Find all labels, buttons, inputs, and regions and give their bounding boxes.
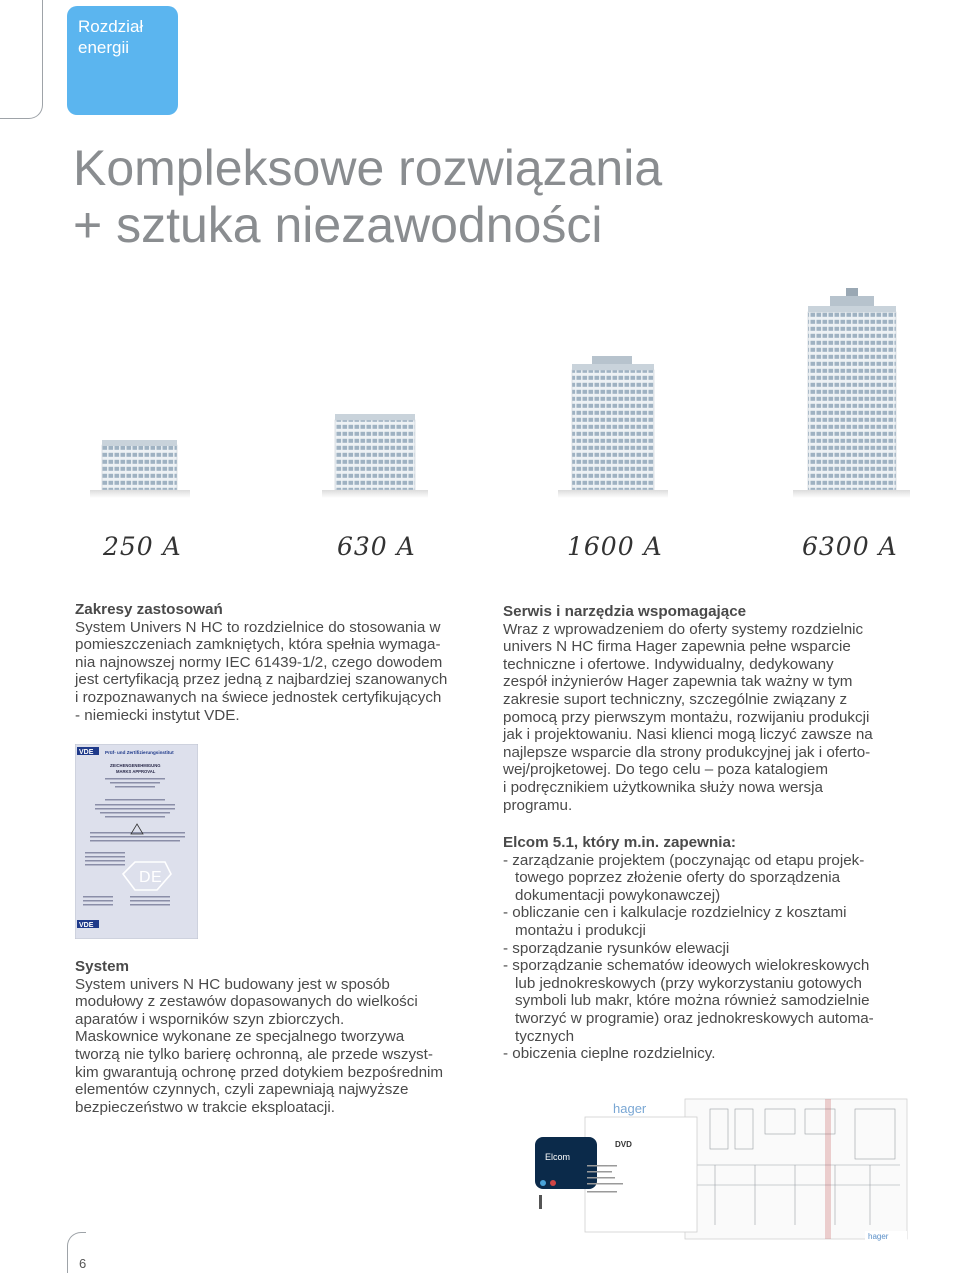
list-item: - zarządzanie projektem (poczynając od etapu projek- towego poprzez złożenie oferty do sporządzenia dokumentacji powykonawczej) bbox=[503, 851, 865, 904]
svg-text:E: E bbox=[151, 869, 162, 886]
building-tall bbox=[558, 356, 668, 498]
service-tools-heading: Serwis i narzędzia wspomagające bbox=[503, 603, 747, 620]
amperage-label-3: 1600 A bbox=[567, 532, 663, 561]
service-tools-section bbox=[503, 603, 913, 814]
text-line: univers N HC firma Hager zapewnia pełne wsparcie bbox=[503, 638, 851, 656]
building-medium bbox=[322, 414, 428, 498]
text-line: Wraz z wprowadzeniem do oferty systemy rozdzielnic bbox=[503, 620, 864, 638]
section-tab-line1: Rozdział bbox=[78, 17, 144, 36]
page-number: 6 bbox=[79, 1256, 87, 1271]
text-line: elementów czynnych, czyli zapewniają najwyższe bbox=[75, 1081, 409, 1099]
text-line: i podręcznikiem użytkownika służy nowa wersja bbox=[503, 778, 823, 796]
cert-heading-2: MARKS APPROVAL bbox=[116, 769, 156, 774]
system-heading: System bbox=[75, 958, 130, 975]
text-line: i rozpoznawanych na świece jednostek certyfikujących bbox=[75, 688, 442, 706]
elcom-box-label: Elcom bbox=[545, 1152, 571, 1162]
page-title bbox=[73, 140, 873, 254]
text-line: pomocą przy pierwszym montażu, rozwijaniu produkcji bbox=[503, 708, 870, 726]
text-line: najlepsze wsparcie dla strony produkcyjnej jak i oferto- bbox=[503, 743, 871, 761]
application-range-text bbox=[75, 619, 480, 725]
cert-header: Prüf- und Zertifizierungsinstitut bbox=[105, 750, 174, 755]
vde-certificate-image bbox=[75, 744, 198, 939]
list-item: - sporządzanie rysunków elewacji bbox=[503, 939, 730, 957]
text-line: techniczne i ofertowe. Indywidualny, dedykowany bbox=[503, 655, 834, 673]
text-line: programu. bbox=[503, 796, 573, 814]
text-line: pomieszczeniach zamkniętych, która spełnia wymaga- bbox=[75, 636, 441, 654]
text-line: System univers N HC budowany jest w sposób bbox=[75, 975, 390, 993]
text-line: kim gwarantują ochronę przed dotykiem bezpośrednim bbox=[75, 1063, 444, 1081]
text-line: System Univers N HC to rozdzielnice do stosowania w bbox=[75, 618, 441, 636]
text-line: jest certyfikacją przez jedną z najbardziej szanowanych bbox=[75, 671, 448, 689]
service-tools-text bbox=[503, 621, 913, 815]
elcom-heading: Elcom 5.1, który m.in. zapewnia: bbox=[503, 834, 736, 851]
elcom-software-image bbox=[525, 1095, 910, 1245]
application-range-section bbox=[75, 601, 480, 724]
text-line: wej/projketowej. Do tego celu – poza katalogiem bbox=[503, 761, 829, 779]
text-line: nia najnowszej normy IEC 61439-1/2, czego dowodem bbox=[75, 653, 443, 671]
text-line: Maskownice wykonane ze specjalnego tworzywa bbox=[75, 1028, 405, 1046]
cert-logo-top: VDE bbox=[79, 749, 94, 756]
text-line: jak i projektowaniu. Nasi klienci mogą liczyć zawsze na bbox=[503, 726, 873, 744]
hager-logo: hager bbox=[613, 1101, 647, 1116]
amperage-label-4: 6300 A bbox=[802, 532, 898, 561]
building-tallest bbox=[793, 288, 910, 498]
amperage-label-2: 630 A bbox=[337, 532, 416, 561]
section-tab bbox=[67, 6, 178, 115]
text-line: modułowy z zestawów dopasowanych do wielkości bbox=[75, 993, 418, 1011]
page-title-line2: + sztuka niezawodności bbox=[73, 197, 603, 253]
cert-heading-1: ZEICHENGENEHMIGUNG bbox=[110, 763, 161, 768]
list-item: - obliczanie cen i kalkulacje rozdzielnicy z kosztami montażu i produkcji bbox=[503, 904, 847, 939]
text-line: aparatów i wsporników szyn zbiorczych. bbox=[75, 1010, 345, 1028]
list-item: - obiczenia cieplne rozdzielnicy. bbox=[503, 1045, 716, 1063]
svg-text:D: D bbox=[139, 869, 151, 886]
elcom-section bbox=[503, 834, 913, 1063]
page-title-line1: Kompleksowe rozwiązania bbox=[73, 140, 663, 196]
text-line: - niemiecki instytut VDE. bbox=[75, 706, 240, 724]
buildings-illustration bbox=[60, 270, 910, 515]
cert-logo-bottom: VDE bbox=[79, 922, 94, 929]
text-line: tworzą nie tylko barierę ochronną, ale przede wszyst- bbox=[75, 1045, 433, 1063]
building-small bbox=[90, 440, 190, 498]
elcom-feature-list bbox=[503, 852, 913, 1063]
system-section bbox=[75, 958, 480, 1116]
section-tab-line2: energii bbox=[78, 38, 130, 57]
application-range-heading: Zakresy zastosowań bbox=[75, 601, 223, 618]
system-text bbox=[75, 976, 480, 1117]
list-item: - sporządzanie schematów ideowych wielokreskowych lub jednokreskowych (przy wykorzystaniu gotowych symboli lub makr, które można również samodzielnie tworzyć w programie) oraz jednokreskowych automa- tycznych bbox=[503, 957, 874, 1045]
dvd-label: DVD bbox=[615, 1140, 632, 1149]
corner-decoration-line bbox=[0, 0, 43, 119]
hager-logo-small: hager bbox=[868, 1232, 889, 1241]
text-line: zakresie suport techniczny, szczególnie związany z bbox=[503, 690, 848, 708]
text-line: bezpieczeństwo w trakcie eksploatacji. bbox=[75, 1098, 335, 1116]
text-line: zespół inżynierów Hager zapewnia tak ważny w tym bbox=[503, 673, 853, 691]
amperage-label-1: 250 A bbox=[103, 532, 182, 561]
